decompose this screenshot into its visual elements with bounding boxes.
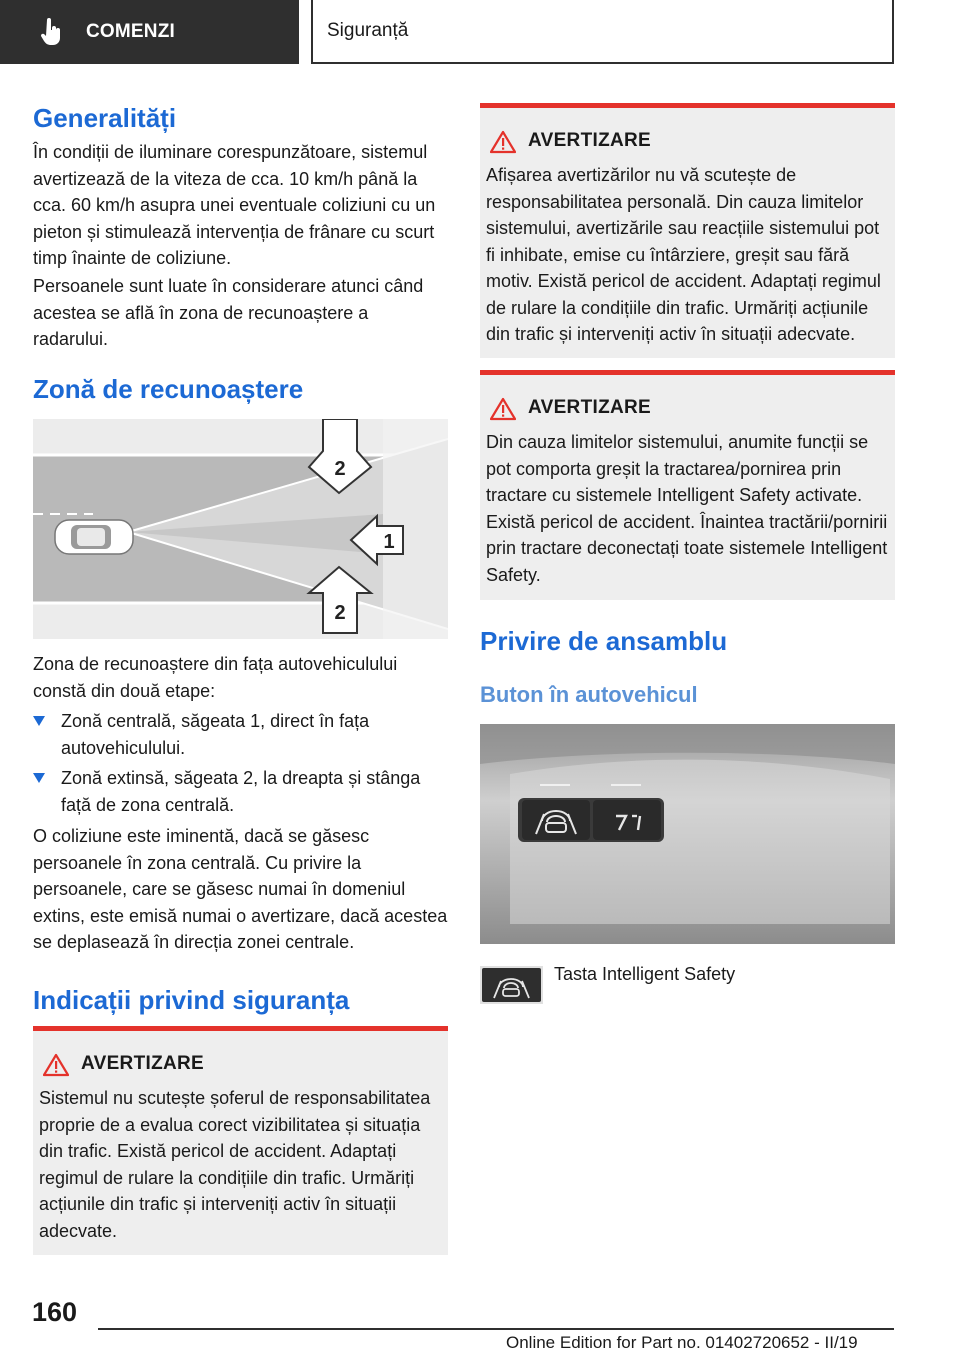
warning-body: Sistemul nu scutește șoferul de responsabilitatea proprie de a evalua corect vizibilitatea și situația din trafic. Există pericol de accident. Adaptați regimul de rulare la condițiile din trafic. Urmăriți acțiunile din trafic și interveniți activ în situații adecvate. xyxy=(39,1088,431,1241)
warning-title: AVERTIZARE xyxy=(81,1053,204,1074)
warning-title: AVERTIZARE xyxy=(528,130,651,151)
bullet-triangle-icon xyxy=(33,716,45,726)
heading-overview: Privire de ansamblu xyxy=(480,626,728,656)
heading-safety-notes: Indicații privind siguranța xyxy=(33,985,350,1015)
warning-triangle-icon xyxy=(43,1053,69,1077)
chapter-tab-label: COMENZI xyxy=(86,21,176,42)
section-title: Siguranță xyxy=(327,20,409,41)
zone-paragraph-1: Zona de recunoaștere din fața autovehiculului constă din două etape: xyxy=(33,654,398,701)
bullet-text: Zonă centrală, săgeata 1, direct în fața autovehiculului. xyxy=(61,711,370,758)
footer-edition: Online Edition for Part no. 01402720652 - II/19 xyxy=(506,1333,858,1352)
section-header xyxy=(311,0,894,64)
warning-box-1 xyxy=(33,1026,448,1255)
car-icon xyxy=(55,520,133,554)
warning-body: Afișarea avertizărilor nu vă scutește de responsabilitatea personală. Din cauza limitelor sistemului, avertizările sau reacțiile sistemului pot fi inhibate, emise cu întârziere, greșit sau fără motiv. Există pericol de accident. Adaptați regimul de rulare la condițiile din trafic. Urmăriți acțiunile din trafic și interveniți activ în situații adecvate. xyxy=(486,165,881,344)
page-number: 160 xyxy=(32,1297,78,1327)
heading-general: Generalități xyxy=(33,103,177,133)
bullet-text: Zonă extinsă, săgeata 2, la dreapta și stânga față de zona centrală. xyxy=(61,768,421,815)
bullet-item-extended xyxy=(33,765,448,818)
warning-triangle-icon xyxy=(490,130,516,154)
zone-paragraph-2: O coliziune este iminentă, dacă se găsesc persoanele în zona centrală. Cu privire la persoanele, care se găsesc numai în domeniul extins, este emisă numai o avertizare, dacă acestea se deplasează în direcția zonei centrale. xyxy=(33,826,448,952)
warning-box-3 xyxy=(480,370,895,600)
chapter-tab[interactable] xyxy=(0,0,299,64)
arrow-label-center: 1 xyxy=(383,531,395,553)
footer-rule xyxy=(98,1328,894,1330)
button-photo xyxy=(480,724,895,944)
warning-title: AVERTIZARE xyxy=(528,397,651,418)
warning-body: Din cauza limitelor sistemului, anumite funcții se pot comporta greșit la tractarea/pornirea prin tractare cu sistemele Intelligent Safety activate. Există pericol de accident. Înaintea tractării/pornirii prin tractare deconectați toate sistemele Intelligent Safety. xyxy=(486,432,888,585)
heading-button-in-vehicle: Buton în autovehicul xyxy=(480,682,698,707)
heading-detection-zone: Zonă de recunoaștere xyxy=(33,374,304,404)
button-caption: Tasta Intelligent Safety xyxy=(554,964,736,984)
general-paragraph-1: În condiții de iluminare corespunzătoare, sistemul avertizează de la viteza de cca. 10 km/h până la cca. 60 km/h asupra unei eventuale coliziuni cu un pieton și stimulează intervenția de frânare cu scurt timp înainte de coliziune. xyxy=(33,142,436,268)
detection-zone-figure xyxy=(33,419,448,639)
button-thumbnail xyxy=(480,966,543,1004)
pointing-hand-icon xyxy=(40,18,64,46)
traffic-sign-button[interactable] xyxy=(593,800,661,840)
warning-box-2 xyxy=(480,103,895,358)
bullet-triangle-icon xyxy=(33,773,45,783)
bullet-item-central xyxy=(33,708,448,761)
detection-zone-diagram xyxy=(33,419,448,639)
intelligent-safety-button[interactable] xyxy=(522,800,590,840)
arrow-label-top: 2 xyxy=(334,458,346,480)
arrow-label-bottom: 2 xyxy=(334,602,346,624)
general-paragraph-2: Persoanele sunt luate în considerare atunci când acestea se află în zona de recunoaștere a radarului. xyxy=(33,276,424,349)
warning-triangle-icon xyxy=(490,397,516,421)
